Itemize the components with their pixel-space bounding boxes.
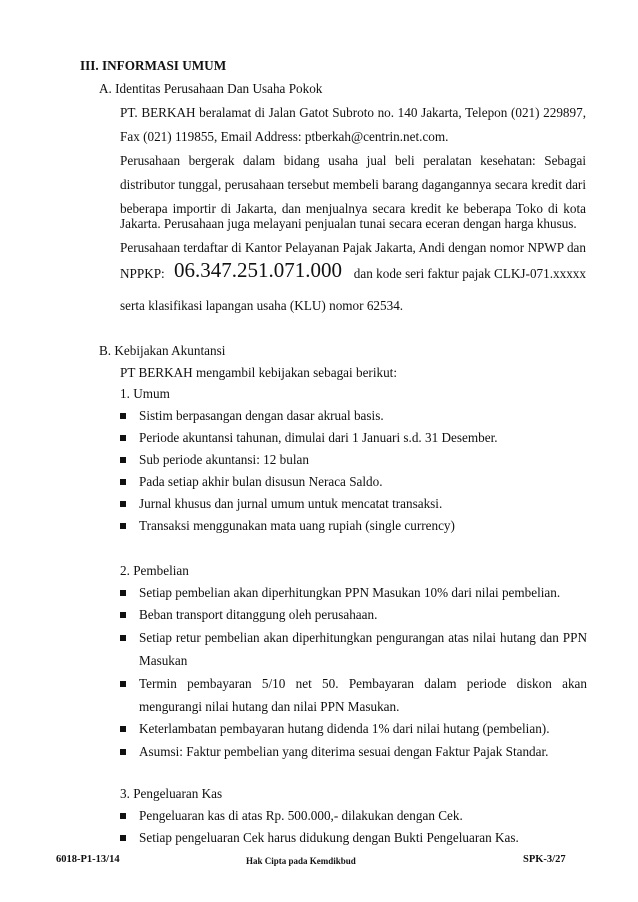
bullet-icon — [120, 496, 128, 504]
paragraph-line: Jakarta. Perusahaan juga melayani penjualan tunai secara eceran dengan harga khusus. — [120, 216, 577, 231]
bullet-icon — [120, 721, 128, 729]
list-item: Periode akuntansi tahunan, dimulai dari 1 Januari s.d. 31 Desember. — [139, 430, 498, 445]
footer-code: 6018-P1-13/14 — [56, 854, 120, 865]
paragraph-line: PT. BERKAH beralamat di Jalan Gatot Subroto no. 140 Jakarta, Telepon (021) 229897, — [120, 105, 586, 120]
list-item: Jurnal khusus dan jurnal umum untuk mencatat transaksi. — [139, 496, 443, 511]
paragraph-line: beberapa importir di Jakarta, dan menjualnya secara kredit ke beberapa Toko di kota — [120, 201, 586, 216]
subsection-pengeluaran-title: 3. Pengeluaran Kas — [120, 786, 223, 801]
list-item: Pengeluaran kas di atas Rp. 500.000,- dilakukan dengan Cek. — [139, 808, 463, 823]
bullet-icon — [120, 676, 128, 684]
list-item-continuation: Masukan — [139, 653, 188, 668]
npwp-label: NPPKP: — [120, 266, 165, 281]
bullet-icon — [120, 630, 128, 638]
paragraph-line: Perusahaan terdaftar di Kantor Pelayanan Pajak Jakarta, Andi dengan nomor NPWP dan — [120, 240, 586, 255]
paragraph-line: distributor tunggal, perusahaan tersebut membeli barang dagangannya secara kredit dari — [120, 177, 586, 192]
subsection-umum-title: 1. Umum — [120, 386, 170, 401]
list-item: Keterlambatan pembayaran hutang didenda 1% dari nilai hutang (pembelian). — [139, 721, 550, 736]
bullet-icon — [120, 808, 128, 816]
list-item: Beban transport ditanggung oleh perusahaan. — [139, 607, 378, 622]
list-item: Sub periode akuntansi: 12 bulan — [139, 452, 309, 467]
npwp-number: 06.347.251.071.000 — [174, 258, 342, 282]
list-item: Setiap pembelian akan diperhitungkan PPN Masukan 10% dari nilai pembelian. — [139, 585, 561, 600]
list-item: Pada setiap akhir bulan disusun Neraca Saldo. — [139, 474, 383, 489]
section-b-label: B. Kebijakan Akuntansi — [99, 343, 226, 358]
list-item: Sistim berpasangan dengan dasar akrual basis. — [139, 408, 384, 423]
list-item: Setiap pengeluaran Cek harus didukung dengan Bukti Pengeluaran Kas. — [139, 830, 519, 845]
tax-series-text: dan kode seri faktur pajak CLKJ-071.xxxxx — [353, 266, 586, 281]
bullet-icon — [120, 452, 128, 460]
bullet-icon — [120, 430, 128, 438]
list-item-continuation: mengurangi nilai hutang dan nilai PPN Masukan. — [139, 699, 400, 714]
bullet-icon — [120, 518, 128, 526]
klu-line: serta klasifikasi lapangan usaha (KLU) nomor 62534. — [120, 298, 404, 313]
section-heading: III. INFORMASI UMUM — [80, 58, 227, 73]
policy-intro: PT BERKAH mengambil kebijakan sebagai berikut: — [120, 365, 398, 380]
bullet-icon — [120, 830, 128, 838]
section-a-label: A. Identitas Perusahaan Dan Usaha Pokok — [99, 81, 323, 96]
bullet-icon — [120, 408, 128, 416]
paragraph-line: Fax (021) 119855, Email Address: ptberkah@centrin.net.com. — [120, 129, 449, 144]
footer-page-number: SPK-3/27 — [523, 854, 566, 865]
list-item: Termin pembayaran 5/10 net 50. Pembayaran dalam periode diskon akan — [139, 676, 587, 691]
subsection-pembelian-title: 2. Pembelian — [120, 563, 189, 578]
bullet-icon — [120, 585, 128, 593]
bullet-icon — [120, 474, 128, 482]
list-item: Asumsi: Faktur pembelian yang diterima sesuai dengan Faktur Pajak Standar. — [139, 744, 549, 759]
paragraph-line: Perusahaan bergerak dalam bidang usaha jual beli peralatan kesehatan: Sebagai — [120, 153, 586, 168]
footer-copyright: Hak Cipta pada Kemdikbud — [246, 856, 356, 866]
list-item: Transaksi menggunakan mata uang rupiah (single currency) — [139, 518, 455, 533]
bullet-icon — [120, 607, 128, 615]
bullet-icon — [120, 744, 128, 752]
list-item: Setiap retur pembelian akan diperhitungkan pengurangan atas nilai hutang dan PPN — [139, 630, 587, 645]
